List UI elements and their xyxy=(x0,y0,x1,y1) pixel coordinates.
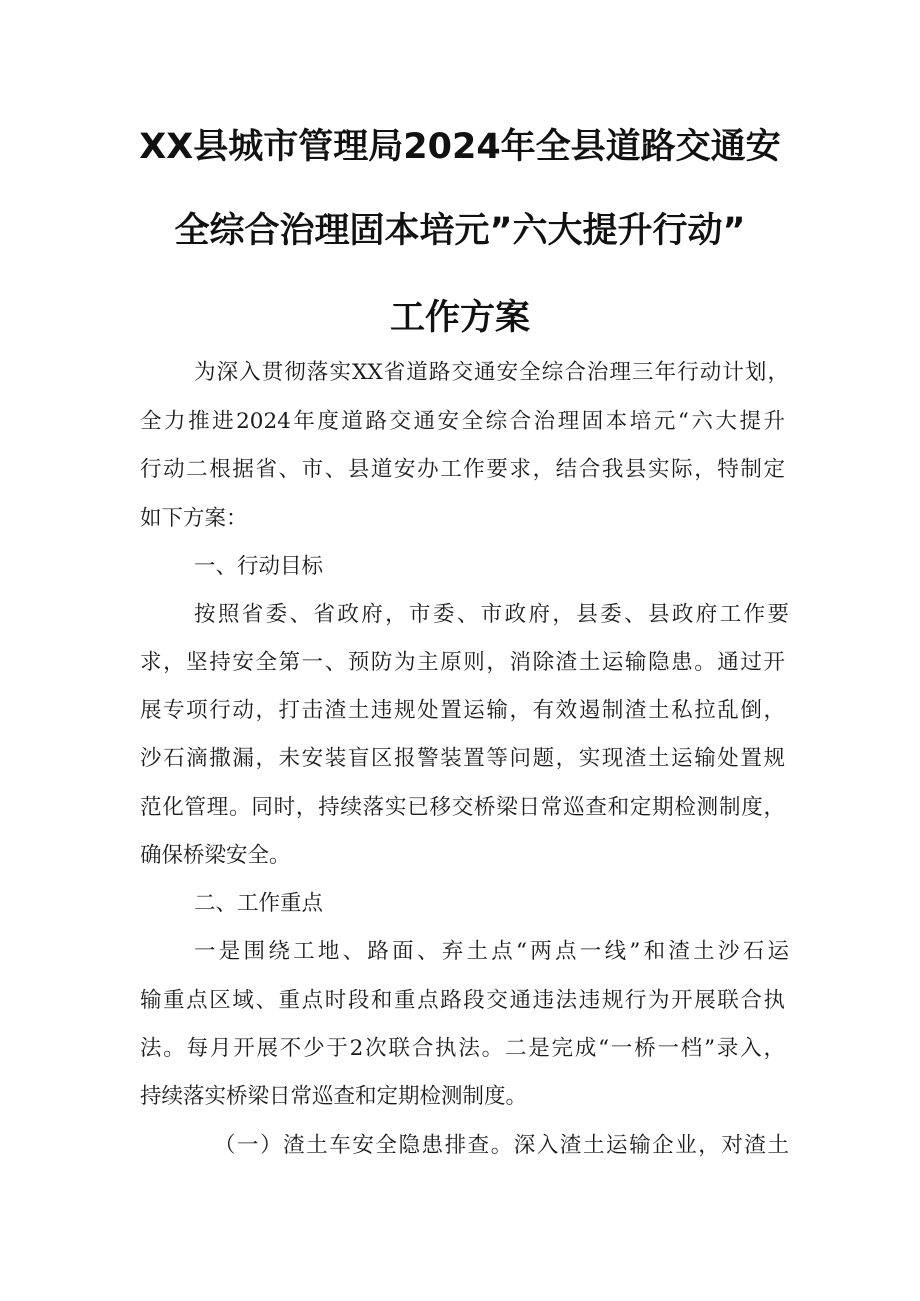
document-title-line-3: 工作方案 xyxy=(389,298,530,338)
body-line: 一是围绕工地、路面、弃土点“两点一线”和渣土沙石运 xyxy=(194,939,789,964)
body-line: 行动二根据省、市、县道安办工作要求，结合我县实际，特制定 xyxy=(140,457,785,482)
document-title-line-1: XX县城市管理局2024年全县道路交通安 xyxy=(139,127,781,167)
body-line: 展专项行动，打击渣土违规处置运输，有效遏制渣土私拉乱倒， xyxy=(140,698,785,723)
section-heading-focus: 二、工作重点 xyxy=(194,891,324,916)
subsection-heading-1: （一）渣土车安全隐患排查。深入渣土运输企业，对渣土 xyxy=(214,1133,789,1158)
body-line: 按照省委、省政府，市委、市政府，县委、县政府工作要 xyxy=(194,602,789,627)
body-line: 如下方案： xyxy=(140,506,248,531)
body-line: 沙石滴撒漏，未安装盲区报警装置等问题，实现渣土运输处置规 xyxy=(140,746,785,771)
body-line: 持续落实桥梁日常巡查和定期检测制度。 xyxy=(140,1084,528,1109)
body-line: 确保桥梁安全。 xyxy=(140,843,291,868)
body-line: 全力推进2024年度道路交通安全综合治理固本培元“六大提升 xyxy=(140,409,785,434)
document-title-line-2: 全综合治理固本培元”六大提升行动” xyxy=(174,211,746,251)
body-line: 法。每月开展不少于2次联合执法。二是完成“一桥一档”录入， xyxy=(140,1036,785,1061)
section-heading-goals: 一、行动目标 xyxy=(194,554,324,579)
body-line: 输重点区域、重点时段和重点路段交通违法违规行为开展联合执 xyxy=(140,988,785,1013)
body-line: 为深入贯彻落实XX省道路交通安全综合治理三年行动计划， xyxy=(194,360,789,385)
body-line: 求，坚持安全第一、预防为主原则，消除渣土运输隐患。通过开 xyxy=(140,650,785,675)
body-line: 范化管理。同时，持续落实已移交桥梁日常巡查和定期检测制度， xyxy=(140,795,785,820)
